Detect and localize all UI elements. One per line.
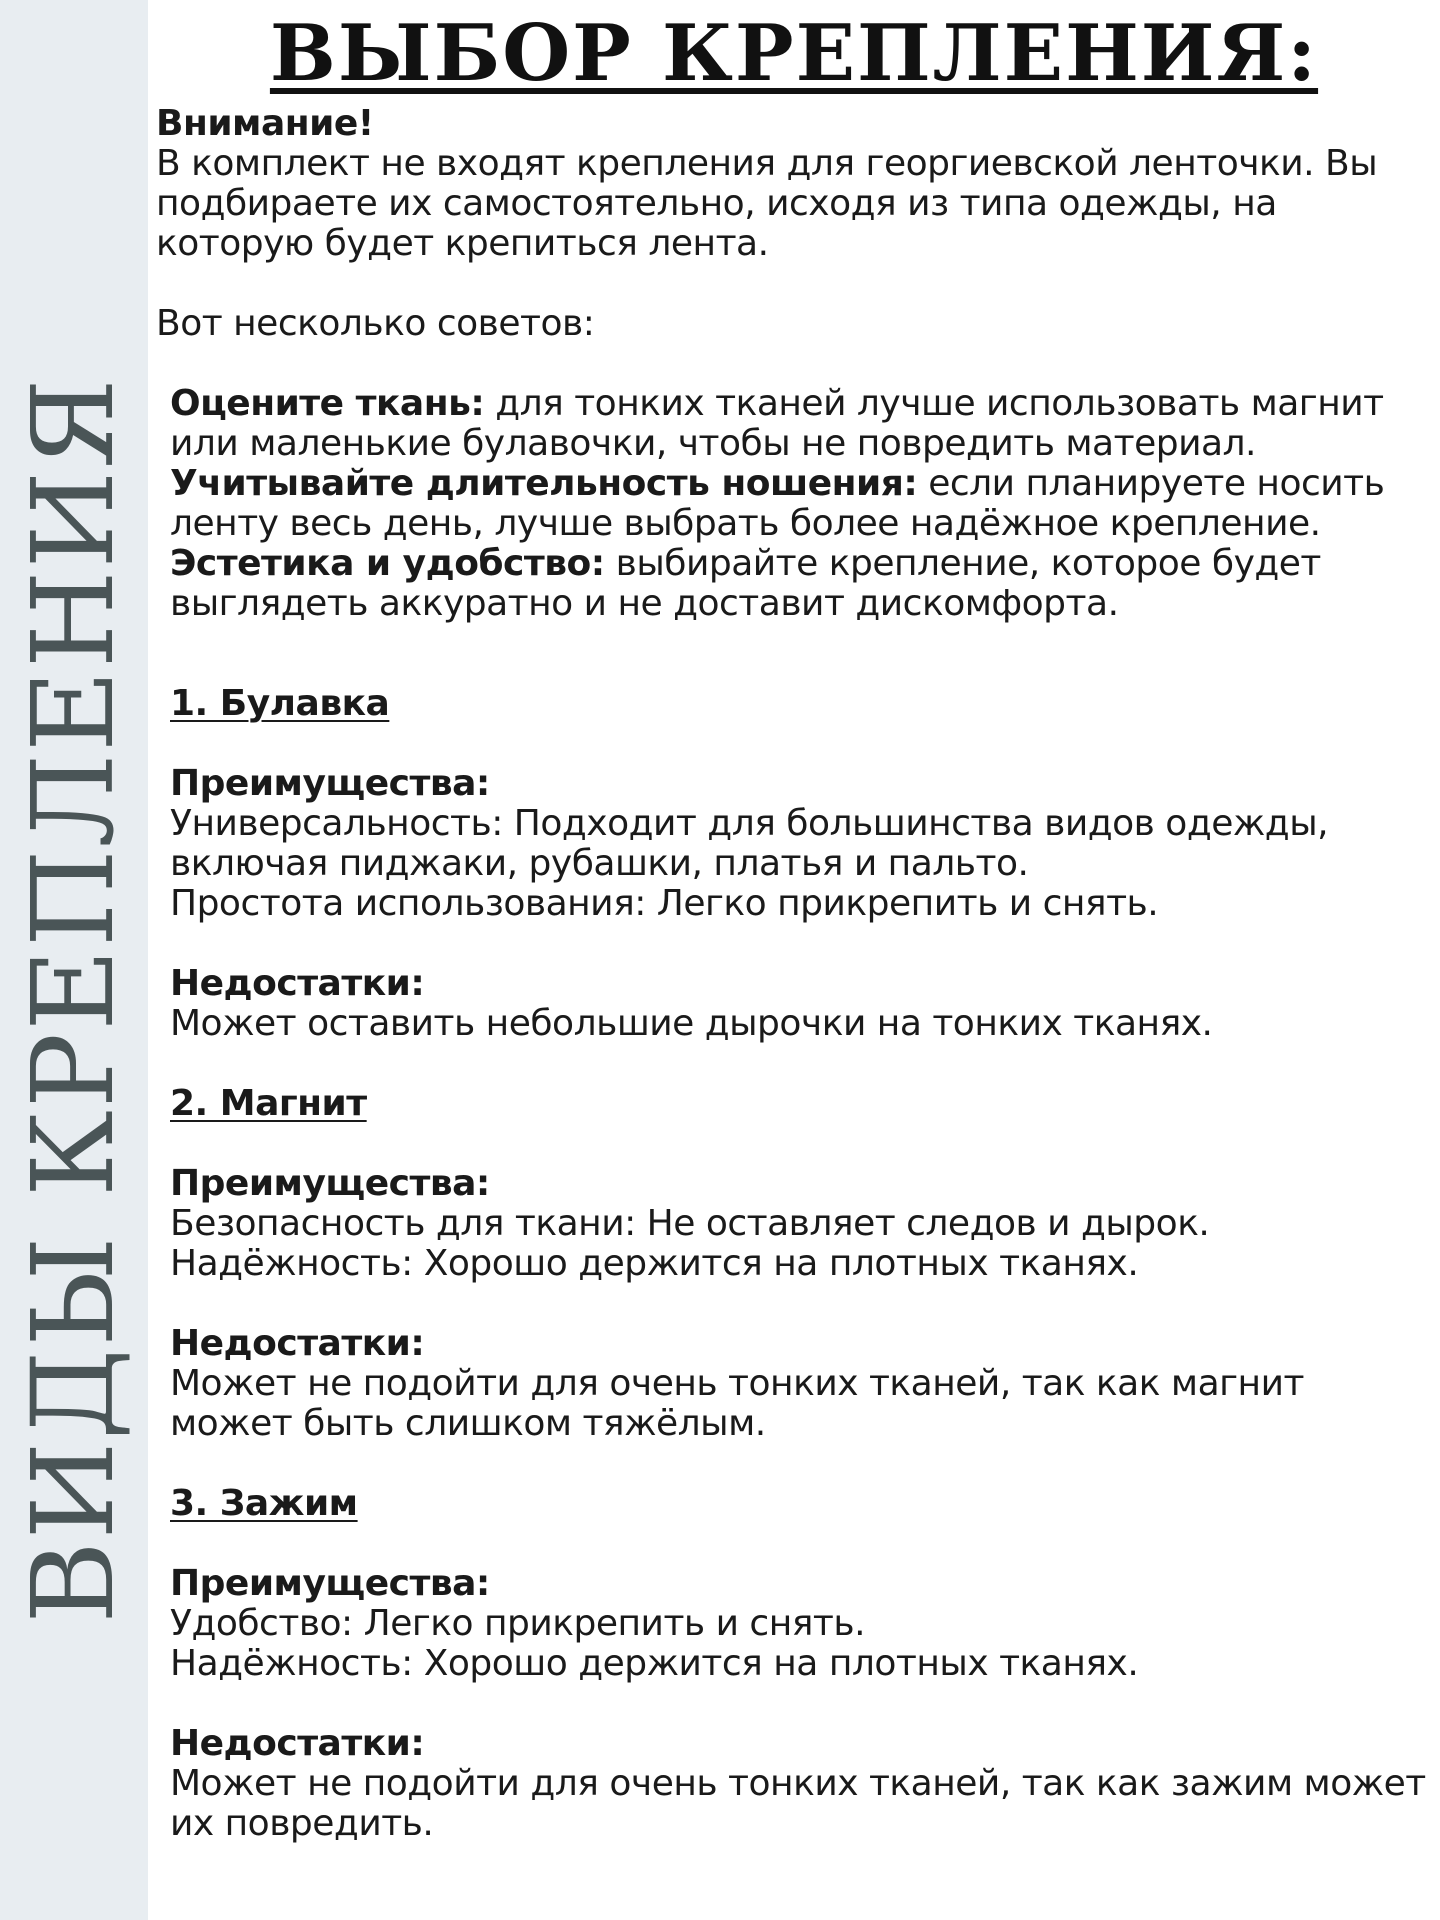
tip-label: Учитывайте длительность ношения: <box>170 463 918 504</box>
tip-item <box>170 464 1430 544</box>
tip-item <box>170 544 1430 624</box>
cons-heading: Недостатки: <box>170 963 425 1004</box>
section-title: 1. Булавка <box>170 683 390 724</box>
pros-heading: Преимущества: <box>170 1563 490 1604</box>
page-title: ВЫБОР КРЕПЛЕНИЯ: <box>269 8 1319 99</box>
tip-text: если планируете носить ленту весь день, лучше выбрать более надёжное крепление. <box>170 463 1385 544</box>
pros-heading: Преимущества: <box>170 1163 490 1204</box>
tip-text: для тонких тканей лучше использовать магнит или маленькие булавочки, чтобы не повредить материал. <box>170 383 1384 464</box>
tip-label: Эстетика и удобство: <box>170 543 605 584</box>
side-title: ВИДЫ КРЕПЛЕНИЯ <box>9 376 139 1624</box>
cons-item: Может не подойти для очень тонких тканей, так как магнит может быть слишком тяжёлым. <box>170 1363 1304 1444</box>
tips-intro: Вот несколько советов: <box>156 303 595 344</box>
pros-item: Надёжность: Хорошо держится на плотных тканях. <box>170 1643 1139 1684</box>
tips-list <box>170 384 1430 1844</box>
pros-heading: Преимущества: <box>170 763 490 804</box>
cons-heading: Недостатки: <box>170 1723 425 1764</box>
attention-text: В комплект не входят крепления для георгиевской ленточки. Вы подбираете их самостоятельно, исходя из типа одежды, на которую будет крепиться лента. <box>156 143 1378 264</box>
side-band <box>0 0 148 1920</box>
cons-item: Может не подойти для очень тонких тканей, так как зажим может их повредить. <box>170 1763 1426 1844</box>
pros-item: Простота использования: Легко прикрепить и снять. <box>170 883 1159 924</box>
cons-heading: Недостатки: <box>170 1323 425 1364</box>
tip-label: Оцените ткань: <box>170 383 485 424</box>
pros-item: Универсальность: Подходит для большинства видов одежды, включая пиджаки, рубашки, платья и пальто. <box>170 803 1329 884</box>
section-title: 2. Магнит <box>170 1083 367 1124</box>
attention-heading: Внимание! <box>156 103 374 144</box>
section-title: 3. Зажим <box>170 1483 358 1524</box>
pros-item: Надёжность: Хорошо держится на плотных тканях. <box>170 1243 1139 1284</box>
pros-item: Безопасность для ткани: Не оставляет следов и дырок. <box>170 1203 1210 1244</box>
tip-item <box>170 384 1430 464</box>
tip-text: выбирайте крепление, которое будет выглядеть аккуратно и не доставит дискомфорта. <box>170 543 1321 624</box>
cons-item: Может оставить небольшие дырочки на тонких тканях. <box>170 1003 1213 1044</box>
pros-item: Удобство: Легко прикрепить и снять. <box>170 1603 866 1644</box>
content <box>156 104 1430 1844</box>
